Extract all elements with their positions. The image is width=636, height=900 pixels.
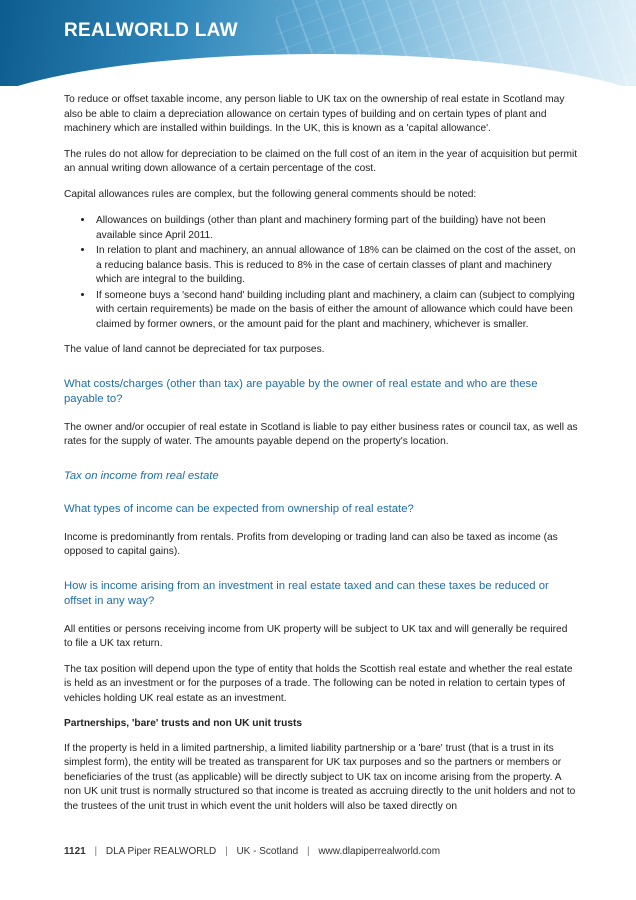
paragraph: The value of land cannot be depreciated for tax purposes. (64, 344, 325, 355)
page-number: 1121 (64, 846, 86, 857)
paragraph: All entities or persons receiving income from UK property will be subject to UK tax and will generally be required to file a UK tax return. (64, 623, 568, 649)
footer-separator: | (306, 846, 310, 857)
footer-publisher: DLA Piper REALWORLD (105, 846, 217, 857)
page-footer (64, 846, 440, 857)
header-banner (0, 0, 636, 86)
question-heading: How is income arising from an investment in real estate taxed and can these taxes be reduced or offset in any way? (64, 579, 549, 607)
paragraph: Income is predominantly from rentals. Profits from developing or trading land can also be taxed as income (as opposed to capital gains). (64, 531, 558, 557)
paragraph: The rules do not allow for depreciation to be claimed on the full cost of an item in the year of acquisition but permit an annual writing down allowance of a certain percentage of the cost. (64, 148, 578, 174)
paragraph: The owner and/or occupier of real estate in Scotland is liable to pay either business rates or council tax, as well as rates for the supply of water. The amounts payable depend on the property's location. (64, 421, 578, 447)
paragraph: To reduce or offset taxable income, any person liable to UK tax on the ownership of real estate in Scotland may also be able to claim a depreciation allowance on certain types of building and on certain types of plant and machinery which are installed within buildings. In the UK, this is known as a 'capital allowance'. (64, 94, 565, 134)
brand-title: REALWORLD LAW (64, 20, 238, 41)
footer-separator: | (94, 846, 98, 857)
question-heading: What types of income can be expected from ownership of real estate? (64, 503, 414, 515)
paragraph: Capital allowances rules are complex, but the following general comments should be noted: (64, 188, 477, 200)
list-item: • Allowances on buildings (other than plant and machinery forming part of the building) have not been available since April 2011. (94, 213, 578, 243)
paragraph: If the property is held in a limited partnership, a limited liability partnership or a 'bare' trust (that is a trust in its simplest form), the entity will be treated as transparent for UK tax purposes and so the partners or members or beneficiaries of the trust (as applicable) will be directly subject to UK tax on income arising from the property. A non UK unit trust is normally structured so that income is treated as accruing directly to the unit holders and not to the trustees of the unit trust in which event the unit holders will also be taxed directly on (64, 742, 576, 812)
bullet-list (64, 213, 578, 332)
list-item: • If someone buys a 'second hand' building including plant and machinery, a claim can (subject to complying with certain requirements) be made on the basis of either the amount of allowance which could have been claimed by former owners, or the amount paid for the plant and machinery, whichever is smaller. (94, 288, 578, 333)
question-heading: What costs/charges (other than tax) are payable by the owner of real estate and who are these payable to? (64, 377, 538, 405)
section-heading: Tax on income from real estate (64, 469, 219, 482)
list-item: • In relation to plant and machinery, an annual allowance of 18% can be claimed on the cost of the asset, on a reducing balance basis. This is reduced to 8% in the case of certain classes of plant and machinery which are integral to the building. (94, 243, 578, 288)
footer-separator: | (225, 846, 228, 857)
paragraph: The tax position will depend upon the type of entity that holds the Scottish real estate and whether the real estate is held as an investment or for the purposes of a trade. The following can be noted in relation to certain types of vehicles holding UK real estate as an investment. (64, 663, 573, 704)
footer-url-link[interactable]: www.dlapiperrealworld.com (318, 846, 441, 857)
document-body (64, 93, 578, 825)
footer-location: UK - Scotland (236, 846, 299, 857)
subheading: Partnerships, 'bare' trusts and non UK unit trusts (64, 718, 303, 729)
